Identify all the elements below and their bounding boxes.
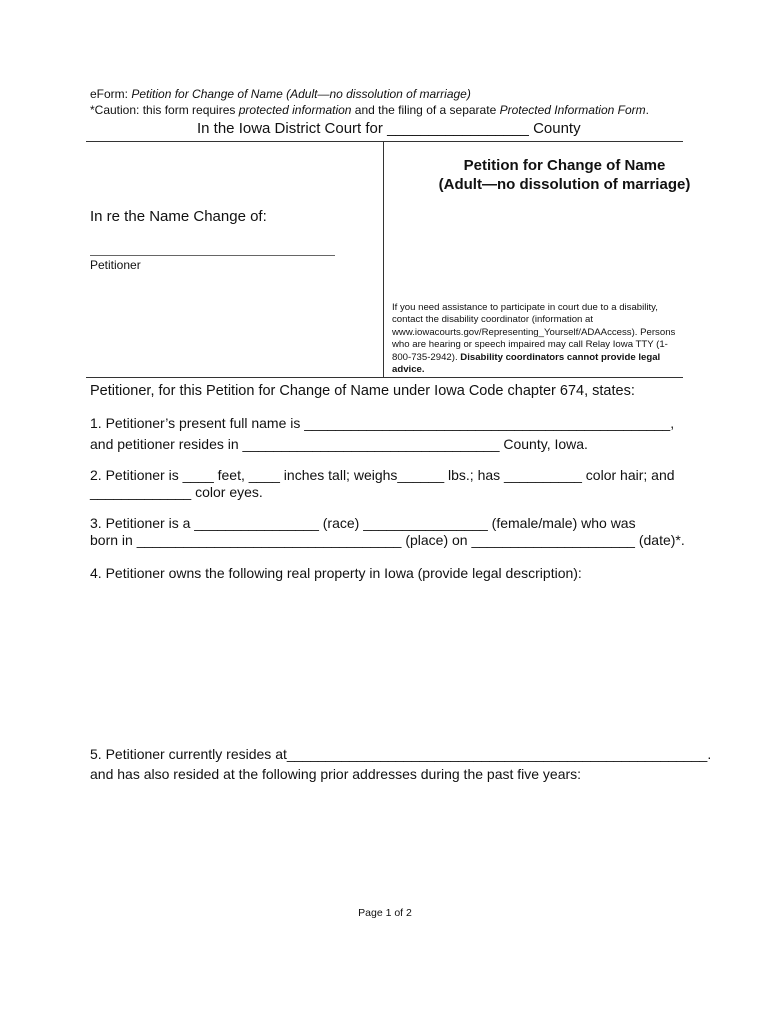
notice-bold: Disability coordinators cannot provide legal advice. xyxy=(392,351,661,376)
item5-line2: and has also resided at the following prior addresses during the past five years: xyxy=(90,766,582,782)
caption-divider xyxy=(383,141,384,378)
item3-line2[interactable]: born in __________________________________ (place) on _____________________ (date)*. xyxy=(90,532,685,548)
item3-line1[interactable]: 3. Petitioner is a ________________ (race) ________________ (female/male) who was xyxy=(90,515,636,531)
petitioner-name-line[interactable] xyxy=(90,255,335,256)
caption-bottom-rule xyxy=(86,377,683,378)
item1-line2[interactable]: and petitioner resides in _________________________________ County, Iowa. xyxy=(90,436,588,452)
item4-text: 4. Petitioner owns the following real property in Iowa (provide legal description): xyxy=(90,565,582,581)
page-number: Page 1 of 2 xyxy=(358,907,412,919)
item2-line1[interactable]: 2. Petitioner is ____ feet, ____ inches tall; weighs______ lbs.; has __________ color hair; and xyxy=(90,467,675,483)
caution-text-5: . xyxy=(645,103,649,117)
disability-notice xyxy=(392,302,682,376)
eform-prefix: eForm: xyxy=(90,87,132,101)
in-re-label: In re the Name Change of: xyxy=(90,208,267,225)
petitioner-label: Petitioner xyxy=(90,258,141,272)
court-heading xyxy=(197,120,581,137)
notice-text: If you need assistance to participate in court due to a disability, contact the disability coordinator (information at www.iowacourts.gov/Representing_Yourself/ADAAccess). Persons who are hearing or speech impaired may call Relay Iowa TTY (1-800-735-2942). xyxy=(392,302,676,363)
petition-title-line1: Petition for Change of Name xyxy=(463,157,666,174)
caution-text-2: protected information xyxy=(238,103,352,117)
intro-statement: Petitioner, for this Petition for Change of Name under Iowa Code chapter 674, states: xyxy=(90,383,635,399)
item1-line1[interactable]: 1. Petitioner’s present full name is _______________________________________________, xyxy=(90,415,675,431)
county-blank[interactable]: _________________ xyxy=(387,120,529,137)
item5-line1[interactable]: 5. Petitioner currently resides at______________________________________________________. xyxy=(90,746,712,762)
item2-line2[interactable]: _____________ color eyes. xyxy=(90,484,263,500)
caution-line xyxy=(90,103,649,117)
caution-text-1: *Caution: this form requires xyxy=(90,103,239,117)
court-suffix: County xyxy=(528,120,581,137)
caution-text-3: and the filing of a separate xyxy=(351,103,500,117)
petition-title-line2: (Adult—no dissolution of marriage) xyxy=(438,176,691,193)
court-prefix: In the Iowa District Court for xyxy=(197,120,388,137)
caution-text-4: Protected Information Form xyxy=(499,103,646,117)
caption-top-rule xyxy=(86,141,683,142)
eform-title-line xyxy=(90,87,471,101)
eform-title: Petition for Change of Name (Adult—no dissolution of marriage) xyxy=(131,87,471,101)
